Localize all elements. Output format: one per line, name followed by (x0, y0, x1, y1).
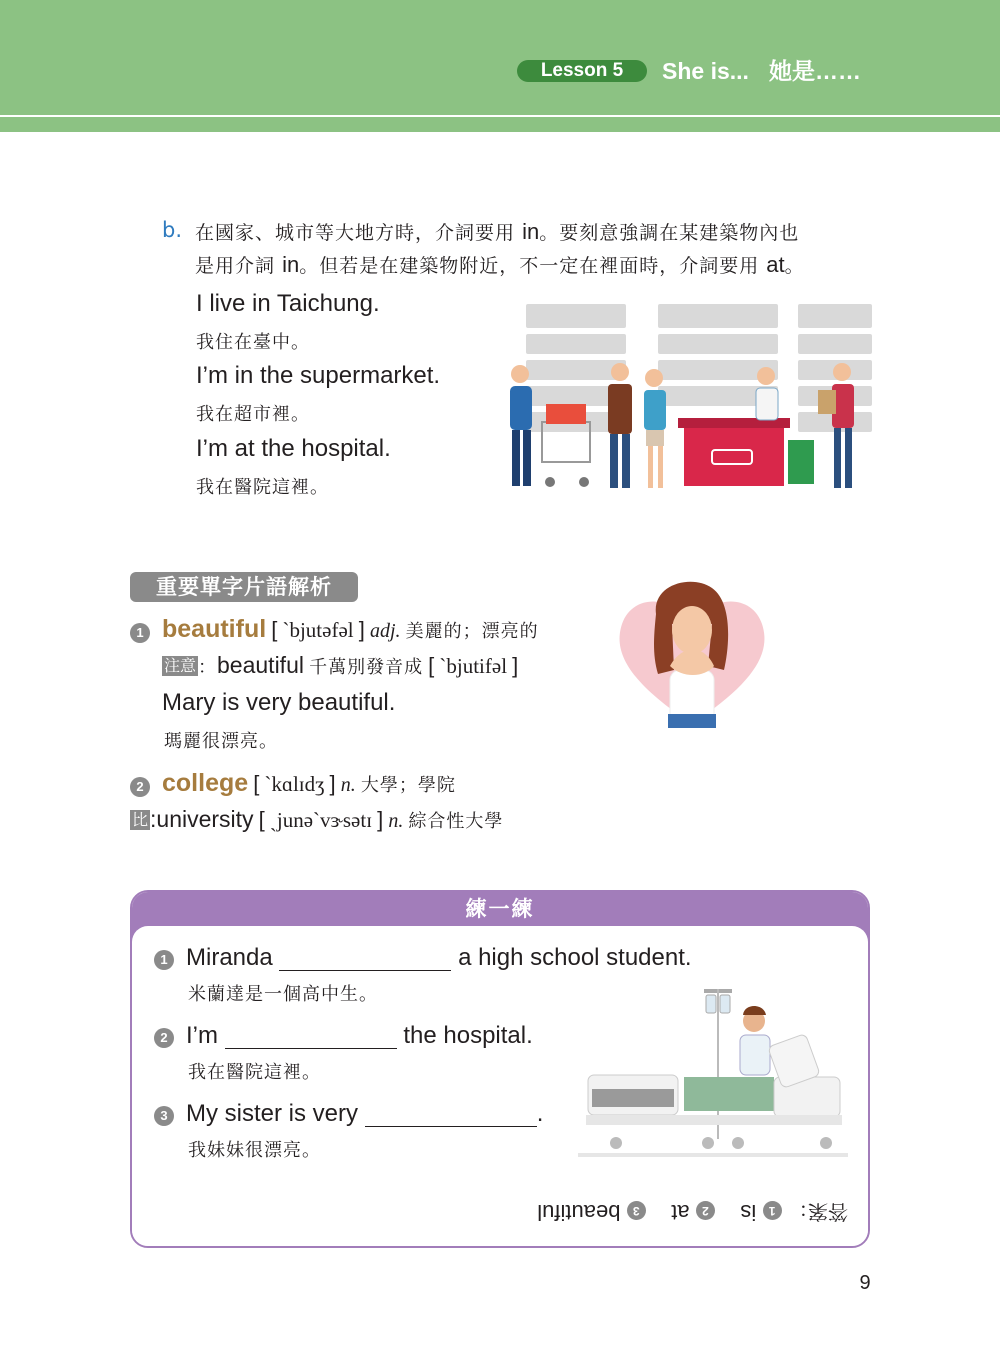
answer-1: is (740, 1200, 757, 1225)
page-number: 9 (859, 1272, 871, 1294)
vocab-word: college (162, 769, 249, 797)
grammar-line-2 (195, 251, 805, 278)
vocab-example-en: Mary is very beautiful. (162, 689, 396, 716)
answer-3: beautiful (537, 1200, 621, 1225)
answer-blank-3[interactable] (365, 1102, 537, 1127)
compare-word: university (156, 806, 254, 832)
compare-ipa: ˏjunəˋvɝsətɪ (269, 808, 373, 832)
note-tag: 注意 (164, 656, 197, 675)
vocab-number-1: 1 (130, 623, 150, 643)
grammar-keyword: in (522, 219, 540, 244)
note-text: 千萬別發音成 (309, 657, 424, 678)
supermarket-illustration (498, 300, 874, 498)
practice-zh-2: 我在醫院這裡。 (188, 1062, 321, 1083)
answer-key-upside-down (518, 1202, 848, 1228)
example-zh-2: 我在超市裡。 (196, 404, 310, 425)
bracket-open: [ (271, 617, 278, 642)
example-en-3: I’m at the hospital. (196, 435, 391, 462)
answer-blank-2[interactable] (225, 1024, 397, 1049)
vocab-definition: 美麗的；漂亮的 (405, 621, 539, 642)
lesson-title-en: She is... (662, 58, 749, 84)
example-en-1: I live in Taichung. (196, 290, 380, 317)
vocab-definition: 大學；學院 (360, 775, 456, 796)
practice-text: the hospital. (403, 1022, 533, 1049)
grammar-text: 在國家、城市等大地方時，介詞要用 (195, 222, 516, 244)
compare-tag: 比 (132, 810, 149, 829)
vocab-section-tag: 重要單字片語解析 (130, 572, 358, 602)
point-marker: b. (162, 218, 183, 242)
practice-zh-1: 米蘭達是一個高中生。 (188, 984, 378, 1005)
bracket-close: ] (329, 771, 336, 796)
answer-number-2: 2 (696, 1201, 715, 1220)
grammar-text: 是用介詞 (195, 255, 276, 277)
practice-number-3: 3 (154, 1106, 174, 1126)
practice-title: 練一練 (132, 892, 868, 926)
compare-colon: : (150, 806, 157, 832)
bracket-open: [ (258, 807, 265, 832)
example-zh-1: 我住在臺中。 (196, 332, 310, 353)
practice-zh-3: 我妹妹很漂亮。 (188, 1140, 321, 1161)
note-colon: ： (198, 657, 218, 678)
practice-text: . (536, 1100, 544, 1127)
bracket-open: [ (428, 653, 435, 678)
bracket-open: [ (253, 771, 260, 796)
vocab-entry-beautiful (162, 615, 539, 644)
vocab-entry-college (162, 769, 456, 798)
grammar-text: 。 (784, 255, 805, 277)
bracket-close: ] (512, 653, 519, 678)
vocab-ipa: ˋkɑlɪdʒ (264, 772, 325, 796)
practice-item-3 (186, 1100, 543, 1128)
practice-text: I’m (186, 1022, 218, 1049)
vocab-compare (130, 806, 503, 833)
answer-blank-1[interactable] (279, 946, 451, 971)
vocab-number-2: 2 (130, 777, 150, 797)
hospital-bed-illustration (578, 985, 848, 1160)
practice-item-1 (186, 944, 692, 972)
example-en-2: I’m in the supermarket. (196, 362, 441, 389)
vocab-ipa: ˋbjutəfəl (282, 618, 354, 642)
practice-text: Miranda (186, 944, 273, 971)
vocab-pos: adj. (369, 620, 401, 642)
grammar-keyword: in (282, 252, 300, 277)
answer-number-1: 1 (763, 1201, 782, 1220)
header-stripe (0, 117, 1000, 132)
lesson-title-zh: 她是…… (768, 58, 861, 84)
answer-2: at (671, 1200, 690, 1225)
practice-number-1: 1 (154, 950, 174, 970)
grammar-text: 。要刻意強調在某建築物內也 (539, 222, 800, 244)
note-ipa: ˋbjutifəl (439, 654, 508, 678)
practice-item-2 (186, 1022, 533, 1050)
bracket-close: ] (377, 807, 384, 832)
practice-number-2: 2 (154, 1028, 174, 1048)
answer-label: 答案： (788, 1200, 848, 1224)
practice-text: My sister is very (186, 1100, 359, 1127)
woman-heart-illustration (612, 574, 772, 734)
answer-number-3: 3 (627, 1201, 646, 1220)
compare-pos: n. (388, 810, 404, 832)
lesson-badge: Lesson 5 (517, 60, 647, 82)
grammar-keyword: at (766, 252, 785, 277)
grammar-line-1 (195, 218, 799, 245)
vocab-example-zh: 瑪麗很漂亮。 (164, 731, 278, 752)
vocab-pos: n. (340, 774, 356, 796)
vocab-note (162, 652, 518, 679)
note-word: beautiful (217, 652, 304, 678)
grammar-text: 。但若是在建築物附近，不一定在裡面時，介詞要用 (299, 255, 760, 277)
bracket-close: ] (358, 617, 365, 642)
example-zh-3: 我在醫院這裡。 (196, 477, 329, 498)
compare-definition: 綜合性大學 (408, 811, 504, 832)
lesson-title (662, 55, 861, 87)
practice-text: a high school student. (458, 944, 692, 971)
vocab-word: beautiful (162, 615, 267, 643)
